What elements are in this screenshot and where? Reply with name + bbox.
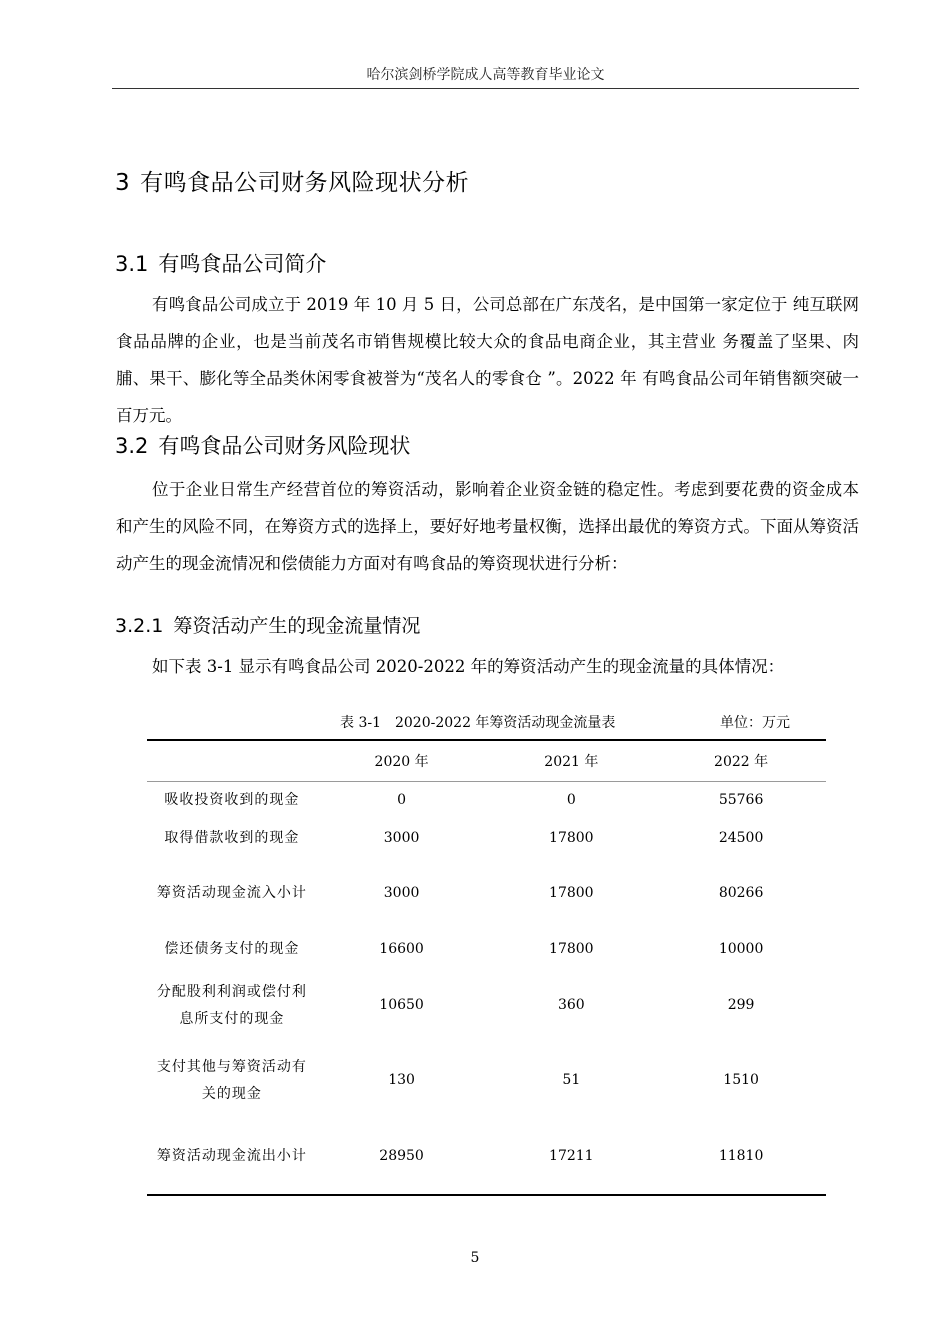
cell-2020: 3000 (383, 829, 420, 846)
cell-2022: 80266 (718, 885, 764, 901)
row-label: 吸收投资收到的现金 (164, 792, 300, 809)
row-label: 偿还债务支付的现金 (164, 941, 300, 957)
cell-2021: 17800 (549, 885, 594, 901)
table-lead-text: 如下表 3-1 显示有鸣食品公司 2020-2022 年的筹资活动产生的现金流量的具体情况： (152, 657, 785, 676)
table-row (147, 969, 826, 1043)
table-row (147, 1119, 826, 1195)
table-row (147, 1043, 826, 1119)
cell-2022: 1510 (723, 1072, 759, 1088)
table-unit: 单位：万元 (720, 715, 790, 731)
header-cell-2021: 2021 年 (486, 740, 656, 782)
cell-2020: 28950 (379, 1147, 424, 1164)
running-header: 哈尔滨剑桥学院成人高等教育毕业论文 (366, 67, 605, 83)
cell-2022: 299 (727, 997, 755, 1013)
cell-2022: 55766 (718, 792, 764, 809)
header-rule (112, 88, 859, 89)
cell-2021: 0 (566, 792, 576, 809)
row-label: 取得借款收到的现金 (164, 829, 300, 846)
section-3-1-title: 有鸣食品公司简介 (158, 252, 327, 276)
section-3-1-number: 3.1 (115, 252, 149, 276)
page-number: 5 (470, 1250, 480, 1266)
row-label: 筹资活动现金流出小计 (156, 1147, 307, 1164)
row-label: 分配股利利润或偿付利息所支付的现金 (156, 983, 307, 1027)
table-header-row (147, 740, 826, 782)
cell-2020: 130 (388, 1072, 415, 1088)
section-3-2-paragraph: 位于企业日常生产经营首位的筹资活动，影响着企业资金链的稳定性。考虑到要花费的资金成本和产生的风险不同，在筹资方式的选择上，要好好地考量权衡，选择出最优的筹资方式。下面从筹资活动产生的现金流情况和偿债能力方面对有鸣食品的筹资现状进行分析： (116, 480, 859, 573)
chapter-title: 有鸣食品公司财务风险现状分析 (140, 170, 470, 196)
row-label: 筹资活动现金流入小计 (156, 885, 307, 901)
cell-2022: 24500 (718, 829, 764, 846)
cash-flow-table (147, 739, 826, 1196)
chapter-heading (115, 164, 469, 197)
cell-2020: 16600 (379, 941, 424, 957)
table-row (147, 931, 826, 969)
section-3-2-number: 3.2 (115, 434, 149, 458)
section-3-1-paragraph: 有鸣食品公司成立于 2019 年 10 月 5 日，公司总部在广东茂名，是中国第一家定位于 纯互联网食品品牌的企业，也是当前茂名市销售规模比较大众的食品电商企业，其主营业 务覆盖了坚果、肉脯、果干、膨化等全品类休闲零食被誉为“茂名人的零食仓 ”。2022 年 有鸣食品公司年销售额突破一百万元。 (116, 295, 859, 425)
cell-2020: 0 (397, 792, 407, 809)
cell-2021: 51 (562, 1072, 581, 1088)
cell-2021: 17211 (549, 1147, 594, 1164)
section-3-2-1-number: 3.2.1 (115, 615, 164, 637)
section-3-1-heading (115, 248, 326, 278)
cell-2021: 17800 (549, 829, 594, 846)
section-3-2-1-heading (115, 611, 420, 638)
cell-2021: 360 (557, 997, 585, 1013)
chapter-number: 3 (115, 170, 131, 196)
header-cell-2022: 2022 年 (656, 740, 826, 782)
section-3-2-title: 有鸣食品公司财务风险现状 (158, 434, 411, 458)
cell-2022: 11810 (718, 1147, 764, 1164)
cell-2021: 17800 (549, 941, 594, 957)
section-3-2-1-title: 筹资活动产生的现金流量情况 (173, 615, 421, 637)
cell-2022: 10000 (718, 941, 764, 957)
table-row (147, 782, 826, 820)
table-caption: 表 3-1 2020-2022 年筹资活动现金流量表 (340, 715, 616, 731)
cell-2020: 10650 (379, 997, 424, 1013)
header-cell-2020: 2020 年 (317, 740, 487, 782)
row-label: 支付其他与筹资活动有关的现金 (156, 1058, 307, 1102)
section-3-2-heading (115, 430, 410, 460)
cell-2020: 3000 (383, 885, 420, 901)
table-row (147, 857, 826, 931)
table-row (147, 820, 826, 857)
header-cell-label (147, 740, 317, 782)
